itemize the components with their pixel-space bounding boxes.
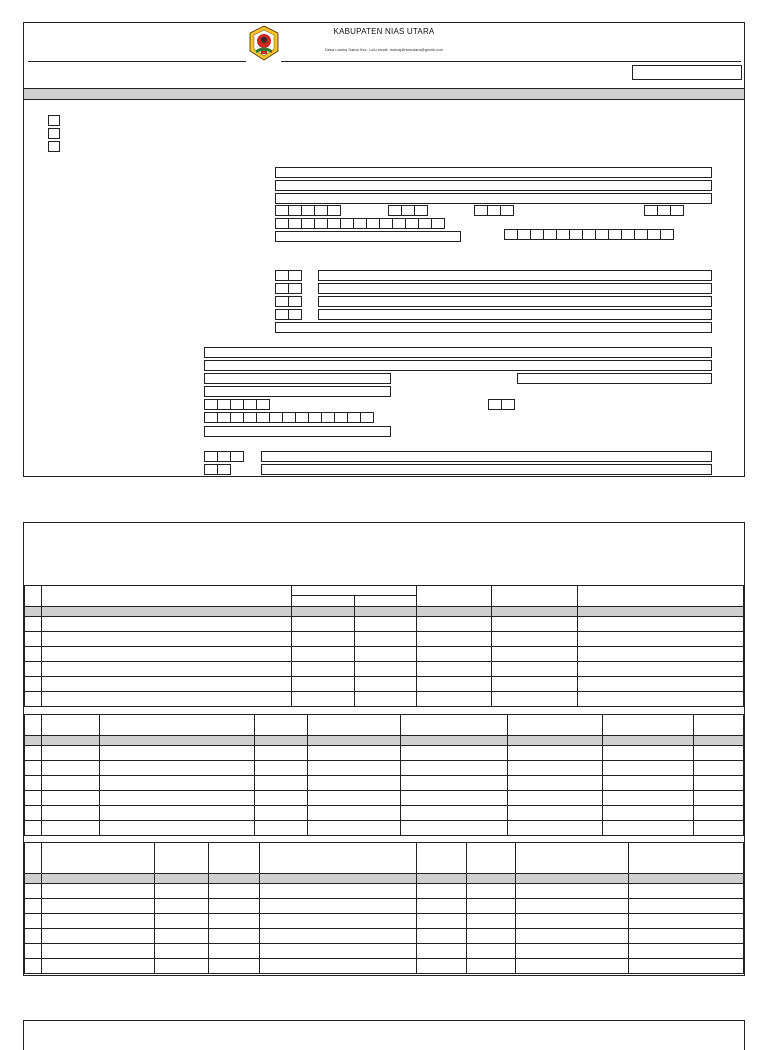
table-page [23,522,745,976]
section-band [24,88,744,100]
form-page [23,22,745,477]
table-row [25,586,744,607]
table-row[interactable] [25,929,744,944]
table-row[interactable] [25,662,744,677]
cells-code-row-4[interactable] [275,309,301,320]
table-row[interactable] [25,632,744,647]
table-two [24,714,744,836]
cells-code-row-1[interactable] [275,270,301,281]
cells-code-row-3[interactable] [275,296,301,307]
field-row-3[interactable] [318,296,712,307]
cells-family-number[interactable] [504,229,673,240]
cells-date-d[interactable] [204,399,269,410]
field-bottom-1[interactable] [261,451,712,462]
field-line-2[interactable] [275,180,712,191]
field-short-1[interactable] [275,231,461,242]
table-row[interactable] [25,761,744,776]
table-row[interactable] [25,899,744,914]
field-line-1[interactable] [275,167,712,178]
table-row[interactable] [25,806,744,821]
table-row[interactable] [25,959,744,974]
cells-id-number-2[interactable] [204,412,373,423]
next-page-edge [23,1020,745,1050]
table-row[interactable] [25,884,744,899]
cells-id-number[interactable] [275,218,444,229]
office-address: Desa Lawira Satua Kec. Lotu email: dukcapilniasutara@gmail.com [324,47,444,52]
cells-code-a[interactable] [644,205,683,216]
cells-date-a[interactable] [275,205,340,216]
table-row [25,715,744,736]
cells-date-b[interactable] [388,205,427,216]
table-row [25,607,744,617]
field-half-2[interactable] [517,373,712,384]
field-half-4[interactable] [204,426,391,437]
field-row-4[interactable] [318,309,712,320]
table-three [24,842,744,974]
cells-code-c[interactable] [204,451,243,462]
table-row [25,736,744,746]
cells-date-c[interactable] [474,205,513,216]
table-row[interactable] [25,617,744,632]
table-row[interactable] [25,692,744,707]
table-row[interactable] [25,914,744,929]
form-number-box[interactable] [632,65,742,80]
header-rule-left [28,61,246,62]
table-row[interactable] [25,791,744,806]
header-rule-right [281,61,741,62]
field-row-5[interactable] [275,322,712,333]
table-row[interactable] [25,821,744,836]
cells-code-row-2[interactable] [275,283,301,294]
table-one [24,585,744,707]
field-half-1[interactable] [204,373,391,384]
checkbox-option-1[interactable] [48,115,60,126]
table-row [25,874,744,884]
field-wide-2[interactable] [204,360,712,371]
table-row[interactable] [25,746,744,761]
table-row[interactable] [25,677,744,692]
checkbox-option-3[interactable] [48,141,60,152]
table-row[interactable] [25,647,744,662]
field-wide-1[interactable] [204,347,712,358]
table-row[interactable] [25,776,744,791]
regency-title: KABUPATEN NIAS UTARA [333,27,435,36]
field-bottom-2[interactable] [261,464,712,475]
field-half-3[interactable] [204,386,391,397]
field-row-1[interactable] [318,270,712,281]
field-line-3[interactable] [275,193,712,204]
cells-code-b[interactable] [488,399,514,410]
table-row [25,843,744,874]
cells-code-d[interactable] [204,464,230,475]
table-row[interactable] [25,944,744,959]
field-row-2[interactable] [318,283,712,294]
checkbox-option-2[interactable] [48,128,60,139]
